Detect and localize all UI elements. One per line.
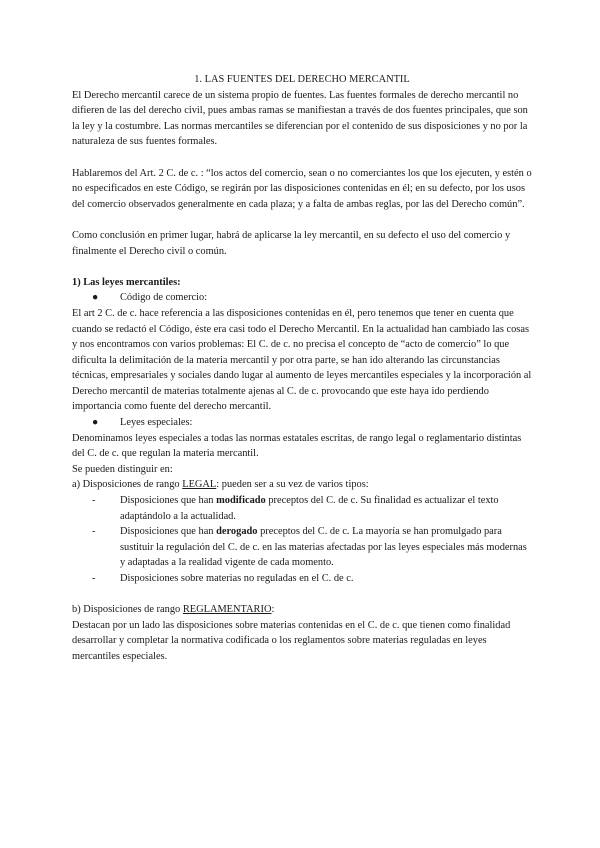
bullet-icon: ● (92, 292, 99, 304)
text-run: preceptos del C. de c. Su finalidad es actualizar el texto adaptándolo a la actualidad. (120, 495, 499, 522)
list-item-text: Disposiciones sobre materias no reguladas en el C. de c. (120, 573, 354, 584)
leyes-paragraph: Denominamos leyes especiales a todas las normas estatales escritas, de rango legal o reglamentario distintas del C. de c. que regulan la materia mercantil. (72, 432, 522, 460)
list-item (72, 524, 532, 571)
bold-run: modificado (216, 495, 266, 507)
bullet-label: Código de comercio: (120, 292, 208, 304)
conclusion-paragraph: Como conclusión en primer lugar, habrá de aplicarse la ley mercantil, en su defecto el uso del comercio y finalmente el Derecho civil o común. (72, 229, 511, 257)
regl-suffix: : (271, 604, 275, 616)
article-paragraph: Hablaremos del Art. 2 C. de c. : “los actos del comercio, sean o no comerciantes los que los ejecuten, y estén o no especificados en este Código, se regirán por las disposiciones contenidas en él; en su defecto, por los usos del comercio observados generalmente en cada plaza; y a falta de ambas reglas, por las del Derecho común”. (72, 167, 532, 210)
text-run: Disposiciones que han (120, 495, 217, 507)
legal-suffix: : pueden ser a su vez de varios tipos: (216, 479, 369, 491)
bullet-leyes (72, 415, 532, 431)
list-item-text (120, 524, 532, 571)
document-title: 1. LAS FUENTES DEL DERECHO MERCANTIL (194, 74, 410, 85)
spacer (72, 259, 532, 275)
regl-prefix: b) Disposiciones de rango (72, 604, 183, 616)
dash-icon: - (92, 495, 96, 507)
regl-word: REGLAMENTARIO (182, 604, 272, 616)
list-item-text (120, 493, 532, 524)
bold-run: derogado (216, 526, 258, 538)
document-page (72, 72, 532, 665)
distinguir-line: Se pueden distinguir en: (72, 463, 173, 475)
legal-word: LEGAL (182, 479, 217, 491)
bullet-icon: ● (92, 417, 99, 429)
legal-line (72, 477, 532, 493)
spacer (72, 587, 532, 603)
bullet-codigo (72, 290, 532, 306)
codigo-paragraph: El art 2 C. de c. hace referencia a las disposiciones contenidas en él, pero tenemos que tener en cuenta que cuando se redactó el Código, éste era casi todo el Derecho Mercantil. En la actualidad han cambiado las cosas y nos encontramos con varios problemas: El C. de c. no precisa el concepto de “acto de comercio” lo que dificulta la delimitación de la materia mercantil y por otra parte, se han ido alterando las circunstancias técnicas, empresariales y sociales dando lugar al aumento de leyes mercantiles especiales y la incorporación al Derecho mercantil de materias totalmente ajenas al C. de c. provocando que este haya ido perdiendo importancia como fuente del derecho mercantil. (72, 307, 532, 413)
reglamentario-line (72, 602, 532, 618)
text-run: preceptos del C. de c. La mayoría se han promulgado para sustituir la regulación del C. de c. en las materias afectadas por las leyes especiales más modernas y adaptadas a la realidad vigente de cada momento. (120, 526, 527, 569)
section-heading: 1) Las leyes mercantiles: (72, 276, 181, 288)
dash-icon: - (92, 573, 96, 584)
list-item (72, 571, 532, 587)
list-item (72, 493, 532, 524)
bullet-label: Leyes especiales: (120, 417, 193, 429)
legal-prefix: a) Disposiciones de rango (72, 479, 183, 491)
reglamentario-paragraph: Destacan por un lado las disposiciones sobre materias contenidas en el C. de c. que tienen como finalidad desarrollar y completar la normativa codificada o los reglamentos sobre materias reguladas en leyes mercantiles especiales. (72, 619, 511, 662)
dash-icon: - (92, 526, 96, 538)
spacer (72, 150, 532, 166)
intro-paragraph: El Derecho mercantil carece de un sistema propio de fuentes. Las fuentes formales de derecho mercantil no difieren de las del derecho civil, pues ambas ramas se manifiestan a través de dos fuentes principales, que son la ley y la costumbre. Las normas mercantiles se diferencian por el contenido de sus disposiciones y no por la naturaleza de sus fuentes formales. (72, 89, 528, 148)
text-run: Disposiciones que han (120, 526, 217, 538)
spacer (72, 212, 532, 228)
legal-list (72, 493, 532, 587)
